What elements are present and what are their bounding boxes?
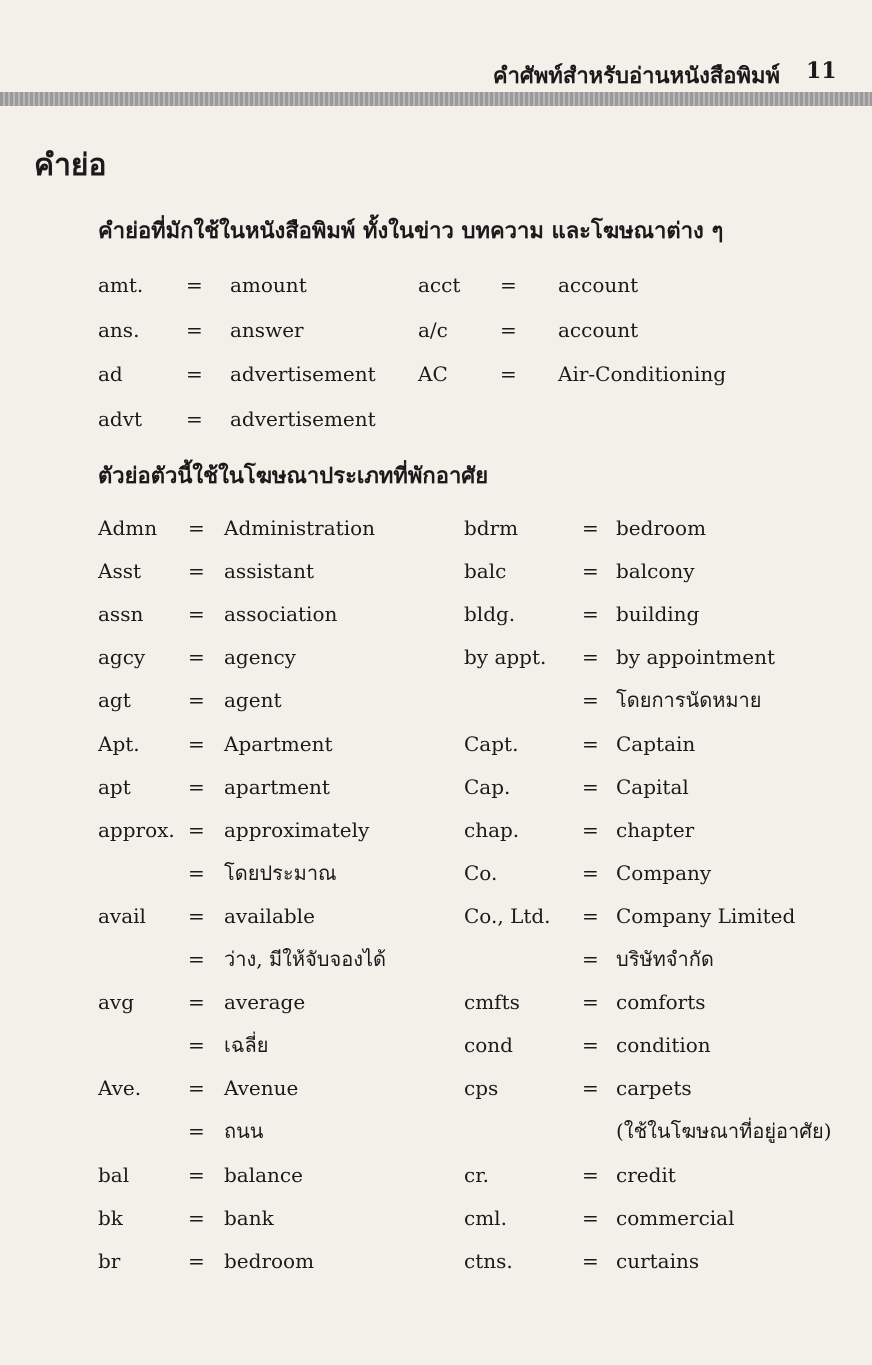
entry-meaning: account [558, 273, 639, 297]
entry-abbreviation: ans. [98, 318, 140, 342]
entry-equals: = [186, 318, 203, 342]
entry-meaning: Capital [616, 775, 689, 799]
running-header-title: คำศัพท์สำหรับอ่านหนังสือพิมพ์ [492, 63, 780, 89]
entry-meaning: bedroom [616, 516, 707, 540]
entry-abbreviation: avg [98, 990, 135, 1014]
entry-abbreviation: cmfts [464, 990, 520, 1014]
entry-meaning: Administration [224, 516, 376, 540]
entry-meaning: curtains [616, 1249, 700, 1273]
entry-meaning: เฉลี่ย [224, 1033, 269, 1057]
entry-equals: = [188, 1033, 205, 1057]
entry-abbreviation: cond [464, 1033, 513, 1057]
entry-abbreviation: ctns. [464, 1249, 513, 1273]
entry-equals: = [582, 775, 599, 799]
entry-meaning: bank [224, 1206, 274, 1230]
entry-equals: = [582, 688, 599, 712]
entry-equals: = [188, 688, 205, 712]
entry-meaning: agency [224, 645, 296, 669]
entry-abbreviation: bk [98, 1206, 123, 1230]
entry-equals: = [582, 818, 599, 842]
entry-abbreviation: amt. [98, 273, 144, 297]
entry-meaning: (ใช้ในโฆษณาที่อยู่อาศัย) [616, 1119, 832, 1143]
entry-abbreviation: cr. [464, 1163, 489, 1187]
entry-equals: = [582, 947, 599, 971]
page-number: 11 [806, 58, 837, 84]
entry-abbreviation: Co., Ltd. [464, 904, 551, 928]
entry-abbreviation: assn [98, 602, 144, 626]
section-title: คำย่อ [34, 148, 107, 183]
entry-equals: = [188, 1249, 205, 1273]
entry-equals: = [188, 645, 205, 669]
entry-meaning: assistant [224, 559, 314, 583]
entry-meaning: balance [224, 1163, 303, 1187]
entry-equals: = [188, 861, 205, 885]
entry-equals: = [188, 818, 205, 842]
entry-abbreviation: by appt. [464, 645, 547, 669]
entry-abbreviation: bdrm [464, 516, 519, 540]
entry-meaning: Captain [616, 732, 696, 756]
entry-equals: = [582, 1076, 599, 1100]
entry-meaning: by appointment [616, 645, 776, 669]
entry-meaning: Company [616, 861, 712, 885]
entry-abbreviation: Capt. [464, 732, 519, 756]
entry-meaning: average [224, 990, 306, 1014]
entry-equals: = [582, 1163, 599, 1187]
entry-meaning: apartment [224, 775, 330, 799]
entry-abbreviation: chap. [464, 818, 520, 842]
entry-meaning: Apartment [224, 732, 333, 756]
entry-meaning: association [224, 602, 338, 626]
entry-meaning: carpets [616, 1076, 692, 1100]
entry-equals: = [186, 273, 203, 297]
entry-abbreviation: bal [98, 1163, 130, 1187]
entry-abbreviation: acct [418, 273, 461, 297]
entry-equals: = [188, 559, 205, 583]
entry-equals: = [500, 318, 517, 342]
entry-abbreviation: br [98, 1249, 121, 1273]
entry-abbreviation: approx. [98, 818, 175, 842]
entry-meaning: บริษัทจำกัด [616, 947, 714, 971]
entry-equals: = [582, 990, 599, 1014]
entry-abbreviation: ad [98, 362, 123, 386]
entry-meaning: Avenue [224, 1076, 299, 1100]
entry-meaning: โดยการนัดหมาย [616, 688, 762, 712]
entry-meaning: amount [230, 273, 307, 297]
entry-equals: = [186, 362, 203, 386]
heading-housing: ตัวย่อตัวนี้ใช้ในโฆษณาประเภทที่พักอาศัย [98, 463, 489, 489]
entry-meaning: answer [230, 318, 304, 342]
entry-meaning: advertisement [230, 362, 376, 386]
entry-equals: = [582, 645, 599, 669]
entry-equals: = [188, 516, 205, 540]
entry-meaning: bedroom [224, 1249, 315, 1273]
entry-equals: = [188, 904, 205, 928]
entry-abbreviation: balc [464, 559, 507, 583]
entry-abbreviation: Apt. [98, 732, 140, 756]
entry-equals: = [582, 861, 599, 885]
entry-abbreviation: cml. [464, 1206, 507, 1230]
entry-equals: = [188, 947, 205, 971]
entry-equals: = [188, 602, 205, 626]
entry-meaning: Company Limited [616, 904, 796, 928]
entry-abbreviation: agt [98, 688, 131, 712]
entry-abbreviation: Co. [464, 861, 498, 885]
entry-equals: = [582, 602, 599, 626]
entry-meaning: balcony [616, 559, 695, 583]
entry-meaning: building [616, 602, 700, 626]
entry-meaning: available [224, 904, 315, 928]
heading-general: คำย่อที่มักใช้ในหนังสือพิมพ์ ทั้งในข่าว บทความ และโฆษณาต่าง ๆ [98, 218, 724, 244]
entry-equals: = [582, 1033, 599, 1057]
entry-abbreviation: apt [98, 775, 131, 799]
entry-abbreviation: cps [464, 1076, 499, 1100]
entry-abbreviation: Ave. [98, 1076, 142, 1100]
entry-equals: = [582, 1249, 599, 1273]
entry-equals: = [186, 407, 203, 431]
entry-meaning: commercial [616, 1206, 735, 1230]
entry-equals: = [582, 1206, 599, 1230]
entry-meaning: credit [616, 1163, 676, 1187]
entry-equals: = [188, 990, 205, 1014]
entry-meaning: agent [224, 688, 282, 712]
entry-equals: = [188, 1206, 205, 1230]
entry-abbreviation: advt [98, 407, 143, 431]
header-rule [0, 92, 872, 106]
entry-meaning: condition [616, 1033, 711, 1057]
entry-abbreviation: a/c [418, 318, 448, 342]
entry-meaning: Air-Conditioning [558, 362, 727, 386]
entry-abbreviation: Cap. [464, 775, 511, 799]
entry-equals: = [582, 732, 599, 756]
entry-abbreviation: agcy [98, 645, 146, 669]
entry-meaning: ว่าง, มีให้จับจองได้ [224, 947, 387, 971]
entry-equals: = [188, 1119, 205, 1143]
entry-equals: = [582, 559, 599, 583]
entry-meaning: approximately [224, 818, 370, 842]
entry-abbreviation: avail [98, 904, 146, 928]
entry-meaning: โดยประมาณ [224, 861, 337, 885]
entry-equals: = [188, 1076, 205, 1100]
entry-equals: = [500, 273, 517, 297]
entry-abbreviation: bldg. [464, 602, 516, 626]
entry-abbreviation: AC [418, 362, 448, 386]
entry-equals: = [582, 516, 599, 540]
entry-meaning: advertisement [230, 407, 376, 431]
entry-meaning: chapter [616, 818, 695, 842]
entry-equals: = [188, 1163, 205, 1187]
entry-equals: = [500, 362, 517, 386]
entry-abbreviation: Asst [98, 559, 142, 583]
entry-equals: = [188, 775, 205, 799]
entry-meaning: ถนน [224, 1119, 264, 1143]
entry-meaning: account [558, 318, 639, 342]
entry-equals: = [582, 904, 599, 928]
entry-equals: = [188, 732, 205, 756]
entry-meaning: comforts [616, 990, 706, 1014]
entry-abbreviation: Admn [98, 516, 158, 540]
